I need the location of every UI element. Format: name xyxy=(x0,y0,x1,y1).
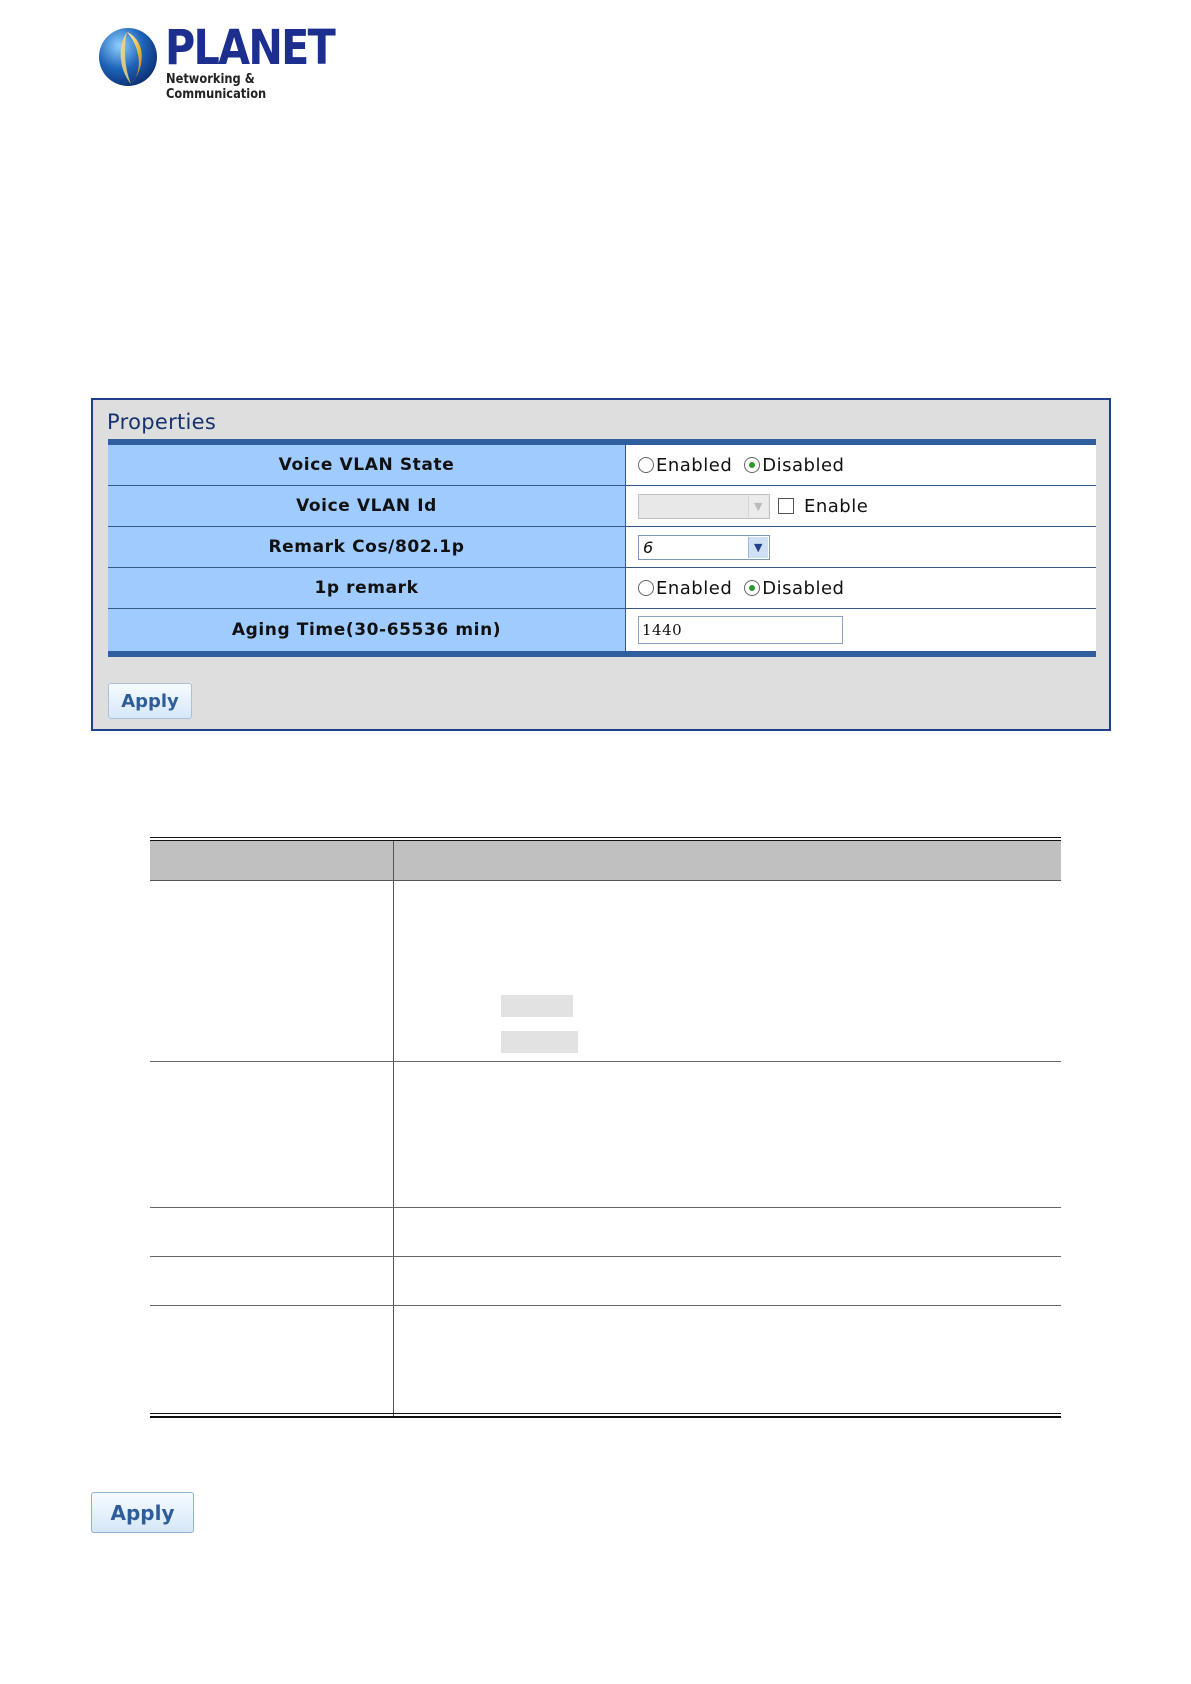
globe-logo-icon xyxy=(97,26,159,88)
row-remark-cos xyxy=(108,527,1096,568)
table-cell xyxy=(150,1257,394,1305)
table-row xyxy=(150,1306,1061,1416)
table-cell xyxy=(394,1257,1061,1305)
row-label: Voice VLAN Id xyxy=(108,486,626,526)
row-voice-vlan-id xyxy=(108,486,1096,527)
brand-tagline: Networking & Communication xyxy=(166,72,267,102)
remark-cos-select[interactable] xyxy=(638,535,770,560)
checkbox-label: Enable xyxy=(804,495,869,517)
table-row xyxy=(150,1257,1061,1306)
table-cell xyxy=(394,1208,1061,1256)
radio-label: Enabled xyxy=(656,577,733,599)
row-value xyxy=(626,486,1096,526)
header-cell-description xyxy=(394,841,1061,880)
table-bottom-rule xyxy=(150,1413,1061,1418)
radio-label: Disabled xyxy=(762,454,845,476)
chevron-down-icon: ▼ xyxy=(748,537,768,558)
highlight-chip xyxy=(501,995,573,1017)
header-cell-object xyxy=(150,841,394,880)
voice-vlan-id-enable-checkbox[interactable] xyxy=(778,498,794,514)
table-cell xyxy=(150,1208,394,1256)
table-row xyxy=(150,881,1061,1062)
table-cell xyxy=(150,881,394,1061)
table-cell xyxy=(394,1306,1061,1416)
1p-remark-enabled-radio[interactable] xyxy=(638,580,654,596)
row-label: 1p remark xyxy=(108,568,626,608)
row-label: Voice VLAN State xyxy=(108,445,626,485)
description-table xyxy=(150,837,1061,1416)
row-value xyxy=(626,527,1096,567)
select-value: 6 xyxy=(643,537,654,557)
table-cell xyxy=(394,881,1061,1061)
brand-wordmark: PLANET xyxy=(165,20,335,76)
row-1p-remark xyxy=(108,568,1096,609)
table-cell xyxy=(150,1062,394,1207)
row-voice-vlan-state xyxy=(108,445,1096,486)
row-value xyxy=(626,609,1096,651)
chevron-down-icon: ▼ xyxy=(748,496,768,517)
radio-label: Disabled xyxy=(762,577,845,599)
row-value xyxy=(626,445,1096,485)
row-value xyxy=(626,568,1096,608)
table-row xyxy=(150,1208,1061,1257)
properties-table xyxy=(108,439,1096,657)
table-row xyxy=(150,1062,1061,1208)
voice-vlan-id-select[interactable] xyxy=(638,494,770,519)
row-label: Aging Time(30-65536 min) xyxy=(108,609,626,651)
1p-remark-disabled-radio[interactable] xyxy=(744,580,760,596)
apply-button[interactable]: Apply xyxy=(108,683,192,719)
table-header-row xyxy=(150,841,1061,881)
planet-logo xyxy=(97,20,357,102)
table-cell xyxy=(394,1062,1061,1207)
properties-panel xyxy=(91,398,1111,731)
voice-vlan-state-enabled-radio[interactable] xyxy=(638,457,654,473)
aging-time-input[interactable]: 1440 xyxy=(638,616,843,644)
row-label: Remark Cos/802.1p xyxy=(108,527,626,567)
apply-button-illustration[interactable]: Apply xyxy=(91,1492,194,1533)
highlight-chip xyxy=(501,1031,578,1053)
panel-title: Properties xyxy=(107,410,217,434)
table-cell xyxy=(150,1306,394,1416)
radio-label: Enabled xyxy=(656,454,733,476)
voice-vlan-state-disabled-radio[interactable] xyxy=(744,457,760,473)
row-aging-time xyxy=(108,609,1096,651)
